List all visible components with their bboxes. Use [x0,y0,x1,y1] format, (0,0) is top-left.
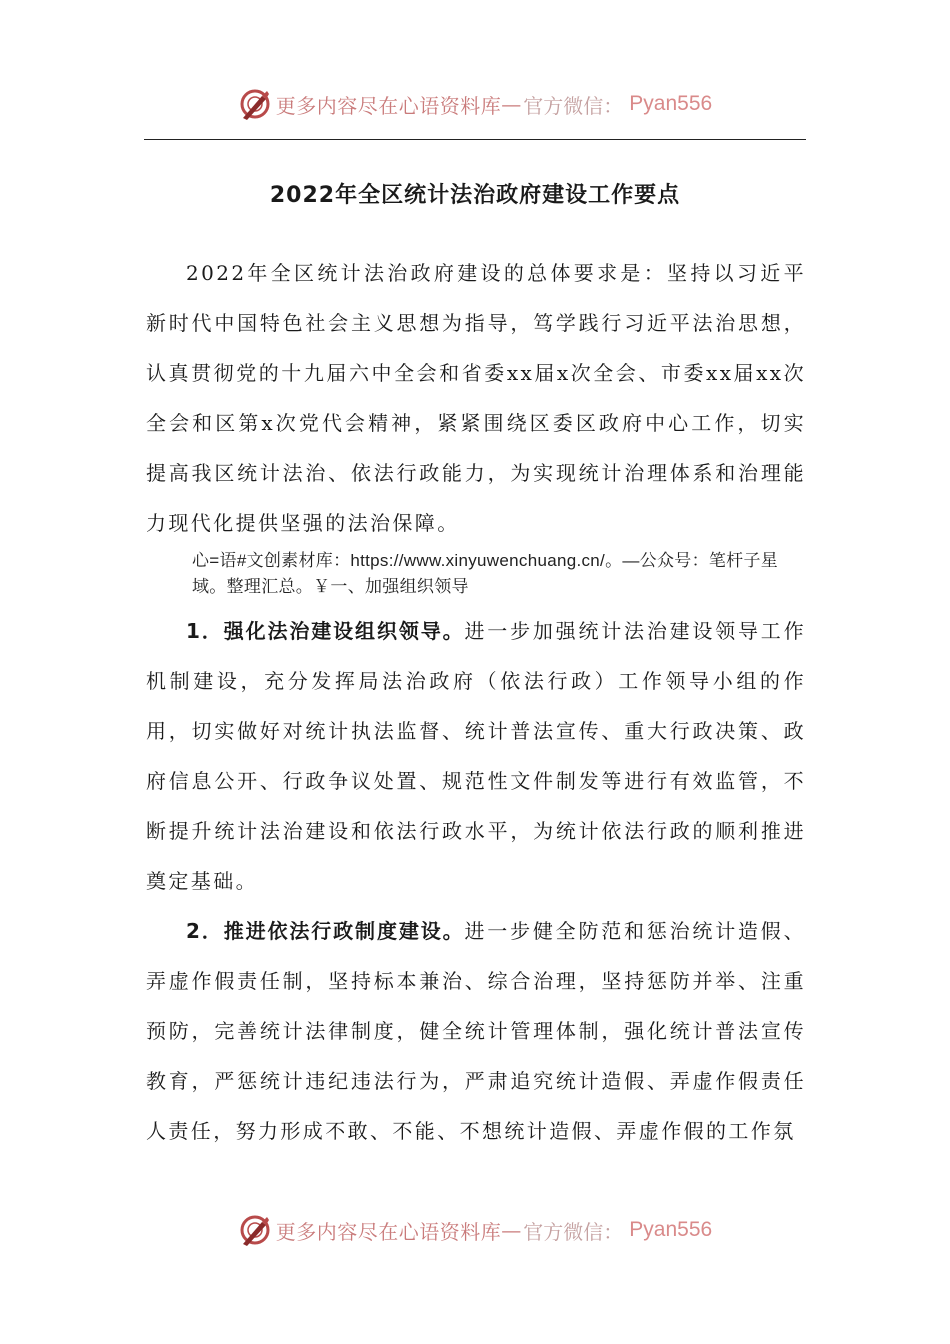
watermark-label: 官方微信： [523,1219,624,1244]
watermark-text: 更多内容尽在心语资料库 [275,93,502,118]
header-watermark [0,84,950,124]
page-title: 2022年全区统计法治政府建设工作要点 [269,183,681,208]
document-body [146,248,806,1156]
watermark-dash: — [501,92,522,116]
watermark-id: Pyan556 [629,1218,713,1241]
pen-seal-logo-icon [238,87,272,121]
item-lead-1: 1．强化法治建设组织领导。 [186,619,465,643]
pen-seal-logo-icon [238,1213,272,1247]
watermark-id: Pyan556 [629,92,713,115]
watermark-dash: — [501,1218,522,1242]
item-lead-2: 2．推进依法行政制度建设。 [186,919,465,943]
item-paragraph-1 [146,606,806,906]
footer-watermark [0,1210,950,1250]
watermark-label: 官方微信： [523,93,624,118]
item-body-1: 进一步加强统计法治建设领导工作机制建设，充分发挥局法治政府（依法行政）工作领导小组的作用，切实做好对统计执法监督、统计普法宣传、重大行政决策、政府信息公开、行政争议处置、规范性文件制发等进行有效监管，不断提升统计法治建设和依法行政水平，为统计依法行政的顺利推进奠定基础。 [146,619,807,893]
source-note: 心=语#文创素材库：https://www.xinyuwenchuang.cn/。—公众号：笔杆子星域。整理汇总。￥一、加强组织领导 [192,551,779,596]
header-rule [144,139,806,140]
intro-paragraph: 2022年全区统计法治政府建设的总体要求是：坚持以习近平新时代中国特色社会主义思想为指导，笃学践行习近平法治思想，认真贯彻党的十九届六中全会和省委xx届x次全会、市委xx届xx次全会和区第x次党代会精神，紧紧围绕区委区政府中心工作，切实提高我区统计法治、依法行政能力，为实现统计治理体系和治理能力现代化提供坚强的法治保障。 [146,261,806,535]
item-body-2: 进一步健全防范和惩治统计造假、弄虚作假责任制，坚持标本兼治、综合治理，坚持惩防并举、注重预防，完善统计法律制度，健全统计管理体制，强化统计普法宣传教育，严惩统计违纪违法行为，严肃追究统计造假、弄虚作假责任人责任，努力形成不敢、不能、不想统计造假、弄虚作假的工作氛 [146,919,807,1143]
item-paragraph-2 [146,906,806,1156]
watermark-text: 更多内容尽在心语资料库 [275,1219,502,1244]
